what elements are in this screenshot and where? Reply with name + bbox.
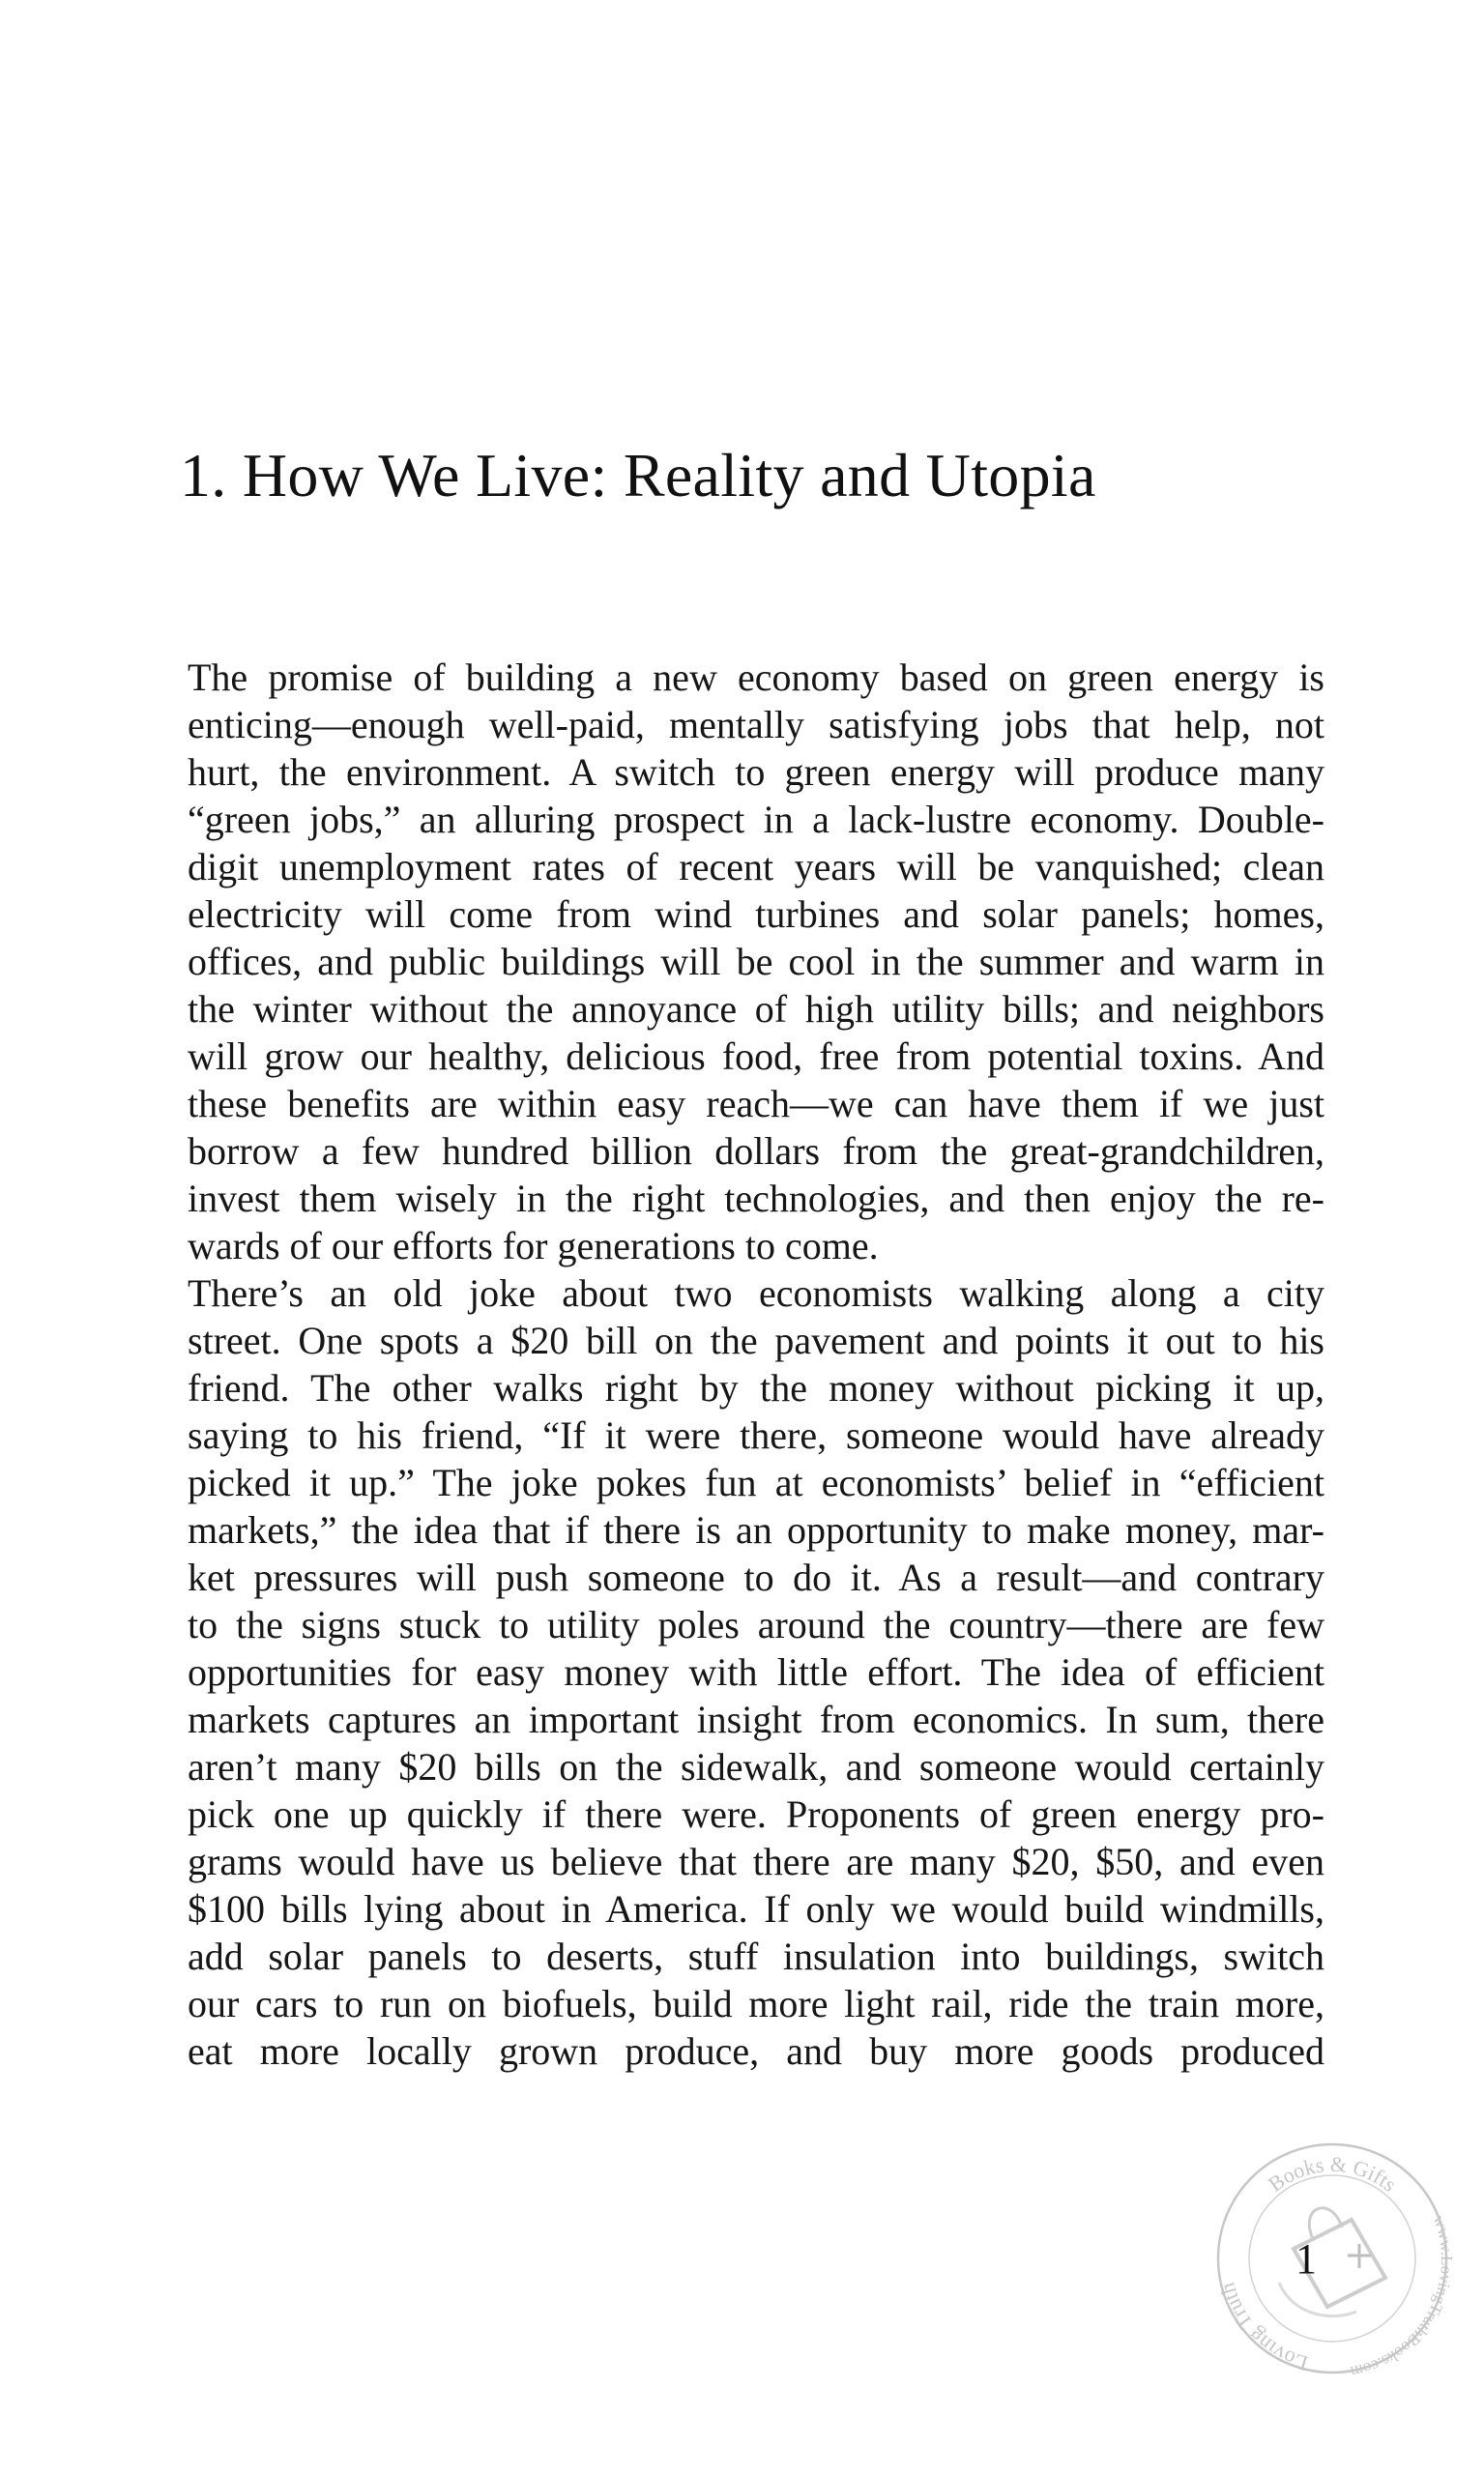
text-line: our cars to run on biofuels, build more light rail, ride the train more, bbox=[188, 1982, 1324, 2025]
text-line: the winter without the annoyance of high utility bills; and neighbors bbox=[188, 987, 1324, 1031]
chapter-title: 1. How We Live: Reality and Utopia bbox=[180, 441, 1096, 510]
text-line: wards of our efforts for generations to come. bbox=[188, 1224, 879, 1267]
text-line: electricity will come from wind turbines and solar panels; homes, bbox=[188, 892, 1324, 936]
text-line: to the signs stuck to utility poles around the country—there are few bbox=[188, 1603, 1324, 1646]
body-text bbox=[188, 654, 1324, 2075]
text-line: these benefits are within easy reach—we can have them if we just bbox=[188, 1082, 1324, 1125]
page-number: 1 bbox=[1295, 2235, 1317, 2283]
text-line: markets captures an important insight from economics. In sum, there bbox=[188, 1698, 1324, 1741]
text-line: ket pressures will push someone to do it. As a result—and contrary bbox=[188, 1556, 1324, 1599]
text-line: friend. The other walks right by the money without picking it up, bbox=[188, 1366, 1324, 1410]
text-line: enticing—enough well-paid, mentally satisfying jobs that help, not bbox=[188, 703, 1324, 746]
text-line: invest them wisely in the right technologies, and then enjoy the re- bbox=[188, 1177, 1324, 1220]
text-line: markets,” the idea that if there is an opportunity to make money, mar- bbox=[188, 1508, 1324, 1552]
text-line: saying to his friend, “If it were there, someone would have already bbox=[188, 1413, 1324, 1457]
watermark-stamp bbox=[1187, 2113, 1477, 2403]
stamp-graphic bbox=[1187, 2113, 1477, 2403]
text-line: grams would have us believe that there are many $20, $50, and even bbox=[188, 1840, 1324, 1883]
text-line: $100 bills lying about in America. If only we would build windmills, bbox=[188, 1887, 1324, 1931]
text-line: add solar panels to deserts, stuff insulation into buildings, switch bbox=[188, 1935, 1324, 1978]
text-line: pick one up quickly if there were. Proponents of green energy pro- bbox=[188, 1792, 1324, 1836]
stamp-left-text: Loving Truth bbox=[1214, 2280, 1311, 2376]
text-line: aren’t many $20 bills on the sidewalk, and someone would certainly bbox=[188, 1745, 1324, 1789]
text-line: digit unemployment rates of recent years will be vanquished; clean bbox=[188, 845, 1324, 888]
text-line: picked it up.” The joke pokes fun at economists’ belief in “efficient bbox=[188, 1461, 1324, 1504]
text-line: eat more locally grown produce, and buy more goods produced bbox=[188, 2029, 1324, 2073]
stamp-right-text: www.LovingTruthBooks.com bbox=[1349, 2212, 1457, 2382]
text-line: opportunities for easy money with little effort. The idea of efficient bbox=[188, 1650, 1324, 1694]
text-line: hurt, the environment. A switch to green energy will produce many bbox=[188, 750, 1324, 794]
text-line: “green jobs,” an alluring prospect in a lack-lustre economy. Double- bbox=[188, 798, 1324, 841]
text-line: street. One spots a $20 bill on the pavement and points it out to his bbox=[188, 1319, 1324, 1362]
text-line: will grow our healthy, delicious food, free from potential toxins. And bbox=[188, 1034, 1324, 1078]
text-line: There’s an old joke about two economists walking along a city bbox=[188, 1271, 1324, 1315]
text-line: The promise of building a new economy based on green energy is bbox=[188, 655, 1324, 699]
text-line: offices, and public buildings will be cool in the summer and warm in bbox=[188, 940, 1324, 983]
stamp-top-text: Books & Gifts bbox=[1264, 2151, 1402, 2197]
text-line: borrow a few hundred billion dollars from the great-grandchildren, bbox=[188, 1129, 1324, 1173]
